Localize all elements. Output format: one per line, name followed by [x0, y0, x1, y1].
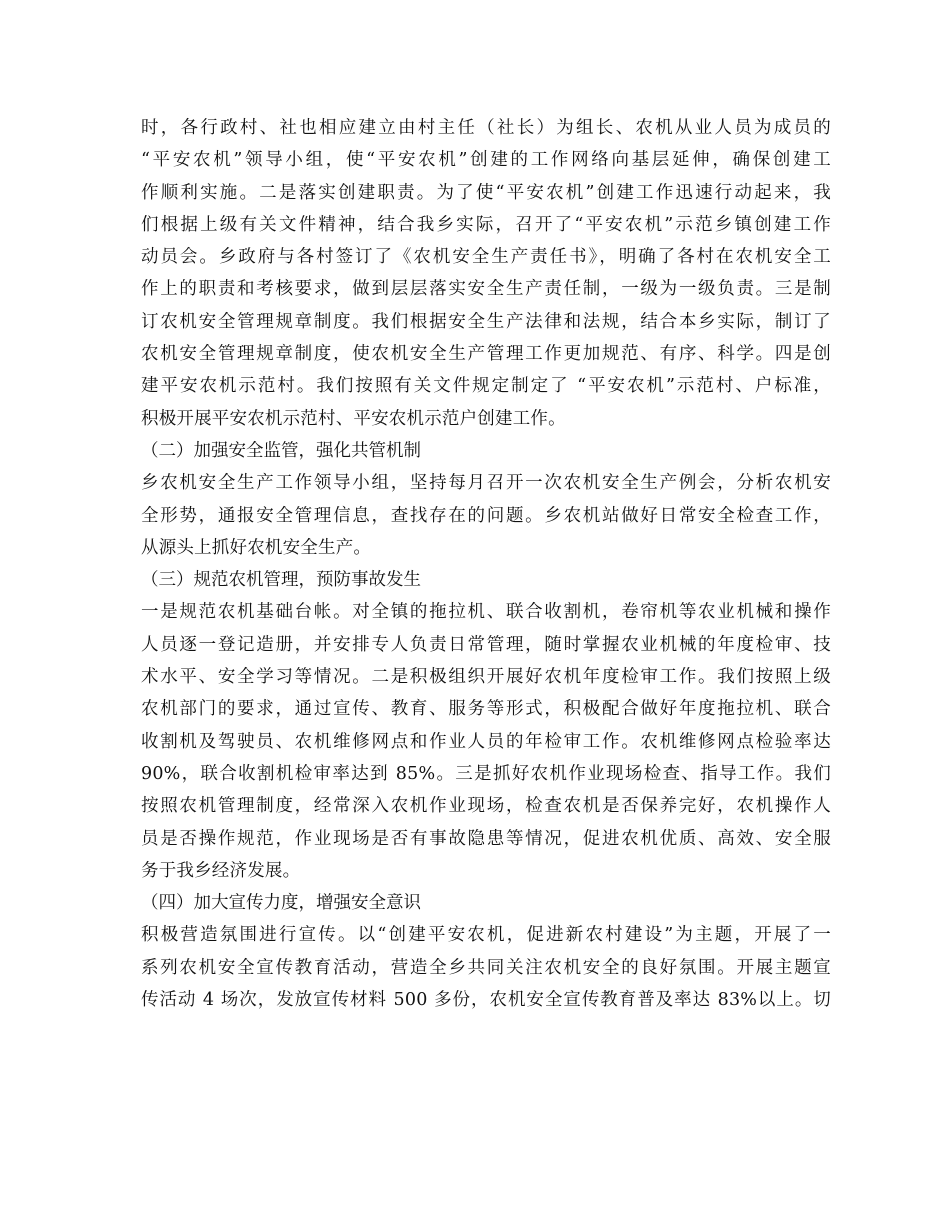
text-line: 积极营造氛围进行宣传。以“创建平安农机，促进新农村建设”为主题，开展了一: [141, 925, 831, 946]
text-line: 收割机及驾驶员、农机维修网点和作业人员的年检审工作。农机维修网点检验率达: [141, 731, 831, 752]
text-line: 建平安农机示范村。我们按照有关文件规定制定了 “平安农机”示范村、户标准，: [141, 376, 831, 397]
text-line: “平安农机”领导小组，使“平安农机”创建的工作网络向基层延伸，确保创建工: [141, 150, 831, 171]
text-line: 90%，联合收割机检审率达到 85%。三是抓好农机作业现场检查、指导工作。我们: [141, 763, 831, 784]
text-line: 从源头上抓好农机安全生产。: [141, 537, 372, 558]
document-page: [141, 112, 831, 1016]
text-line: 农机安全管理规章制度，使农机安全生产管理工作更加规范、有序、科学。四是创: [141, 344, 831, 365]
paragraph-2: [141, 467, 831, 564]
text-line: 按照农机管理制度，经常深入农机作业现场，检查农机是否保养完好，农机操作人: [141, 796, 831, 817]
paragraph-1: [141, 112, 831, 435]
text-line: 术水平、安全学习等情况。二是积极组织开展好农机年度检审工作。我们按照上级: [141, 667, 831, 688]
text-line: 务于我乡经济发展。: [141, 860, 301, 881]
section-heading-2: （二）加强安全监管，强化共管机制: [141, 440, 421, 461]
text-line: 一是规范农机基础台帐。对全镇的拖拉机、联合收割机，卷帘机等农业机械和操作: [141, 602, 831, 623]
paragraph-4: [141, 919, 831, 1016]
section-heading-4: （四）加大宣传力度，增强安全意识: [141, 893, 421, 914]
text-line: 订农机安全管理规章制度。我们根据安全生产法律和法规，结合本乡实际，制订了: [141, 311, 831, 332]
text-line: 时，各行政村、社也相应建立由村主任（社长）为组长、农机从业人员为成员的: [141, 118, 831, 138]
text-line: 人员逐一登记造册，并安排专人负责日常管理，随时掌握农业机械的年度检审、技: [141, 634, 831, 655]
text-line: 作顺利实施。二是落实创建职责。为了使“平安农机”创建工作迅速行动起来，我: [141, 182, 831, 203]
text-line: 乡农机安全生产工作领导小组，坚持每月召开一次农机安全生产例会，分析农机安: [141, 473, 831, 494]
text-line: 全形势，通报安全管理信息，查找存在的问题。乡农机站做好日常安全检查工作，: [141, 505, 831, 526]
section-heading-3: （三）规范农机管理，预防事故发生: [141, 570, 421, 591]
text-line: 系列农机安全宣传教育活动，营造全乡共同关注农机安全的良好氛围。开展主题宣: [141, 957, 831, 978]
text-line: 农机部门的要求，通过宣传、教育、服务等形式，积极配合做好年度拖拉机、联合: [141, 699, 831, 720]
text-line: 员是否操作规范，作业现场是否有事故隐患等情况，促进农机优质、高效、安全服: [141, 828, 831, 849]
text-line: 传活动 4 场次，发放宣传材料 500 多份，农机安全宣传教育普及率达 83%以上。切: [141, 990, 831, 1011]
text-line: 动员会。乡政府与各村签订了《农机安全生产责任书》，明确了各村在农机安全工: [141, 247, 831, 268]
text-line: 们根据上级有关文件精神，结合我乡实际，召开了“平安农机”示范乡镇创建工作: [141, 214, 831, 235]
paragraph-3: [141, 596, 831, 887]
text-line: 积极开展平安农机示范村、平安农机示范户创建工作。: [141, 408, 566, 429]
text-line: 作上的职责和考核要求，做到层层落实安全生产责任制，一级为一级负责。三是制: [141, 279, 831, 300]
